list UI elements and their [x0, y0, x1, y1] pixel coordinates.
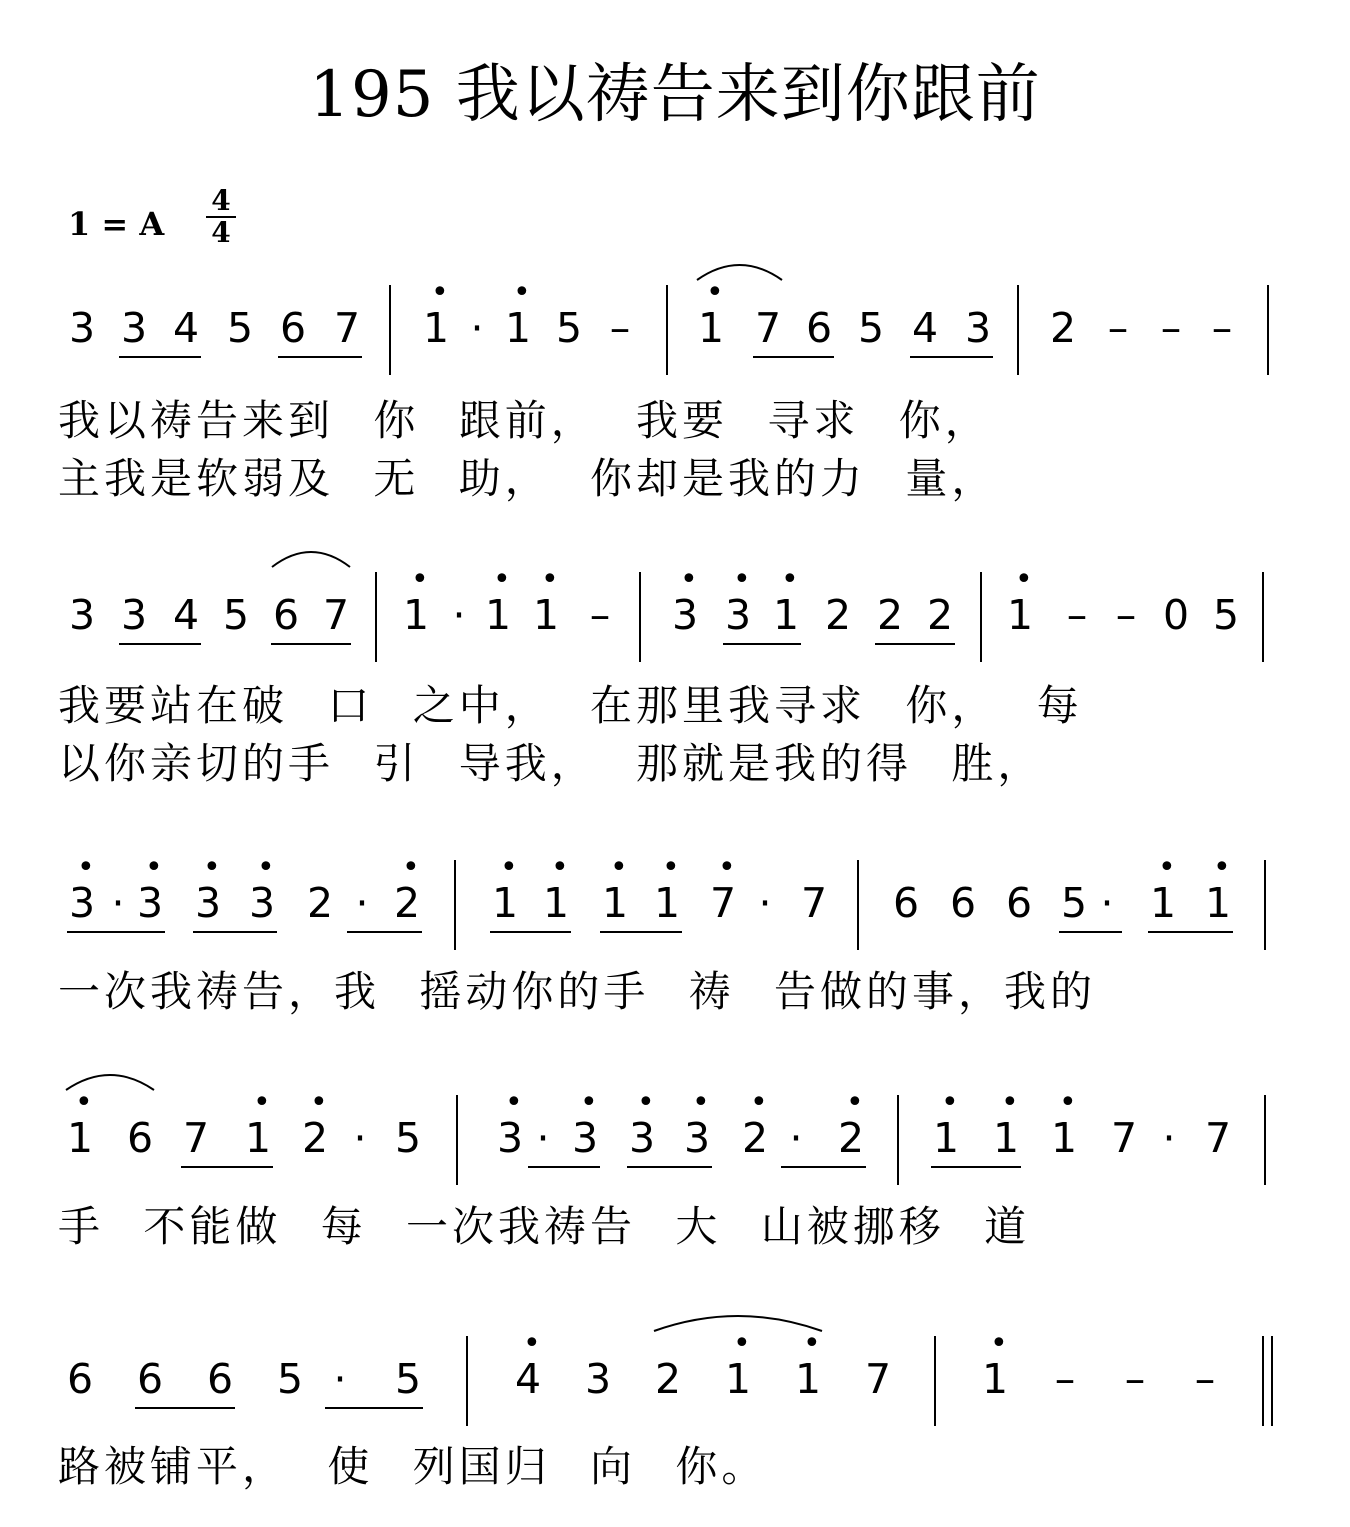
octave-dot: • [750, 1085, 768, 1120]
note-number: 1 [484, 591, 512, 639]
octave-dot: • [733, 1326, 751, 1361]
octave-dot: • [706, 275, 724, 310]
octave-dot: • [1213, 850, 1231, 885]
sustain-dash: – [1211, 304, 1233, 352]
note-number: 1 [992, 1114, 1020, 1162]
dotted-rhythm: · [470, 304, 484, 352]
note-number: 1 [491, 879, 519, 927]
dotted-rhythm: · [333, 1355, 347, 1403]
lyric-line: 我要站在破 口 之中， 在那里我寻求 你， 每 [58, 681, 1083, 730]
octave-dot: • [990, 1326, 1008, 1361]
note-number: 2 [654, 1355, 682, 1403]
note-number: 6 [136, 1355, 164, 1403]
lyric-line: 我以祷告来到 你 跟前， 我要 寻求 你， [58, 396, 991, 445]
note-number: 2 [393, 879, 421, 927]
song-title: 195 我以祷告来到你跟前 [309, 58, 1041, 132]
note-number: 1 [1006, 591, 1034, 639]
note-number: 2 [306, 879, 334, 927]
note-number: 1 [697, 304, 725, 352]
note-number: 7 [1204, 1114, 1232, 1162]
note-number: 7 [754, 304, 782, 352]
note-number: 1 [1050, 1114, 1078, 1162]
note-number: 2 [876, 591, 904, 639]
octave-dot: • [680, 562, 698, 597]
note-number: 3 [248, 879, 276, 927]
octave-dot: • [203, 850, 221, 885]
note-number: 2 [301, 1114, 329, 1162]
time-signature-top: 4 [211, 184, 231, 217]
octave-dot: • [310, 1085, 328, 1120]
octave-dot: • [431, 275, 449, 310]
note-number: 0 [1162, 591, 1190, 639]
note-number: 3 [584, 1355, 612, 1403]
octave-dot: • [718, 850, 736, 885]
octave-dot: • [77, 850, 95, 885]
note-number: 4 [514, 1355, 542, 1403]
note-number: 4 [911, 304, 939, 352]
note-number: 3 [571, 1114, 599, 1162]
note-number: 5 [394, 1355, 422, 1403]
note-number: 3 [120, 304, 148, 352]
note-number: 3 [136, 879, 164, 927]
note-number: 6 [126, 1114, 154, 1162]
note-number: 2 [837, 1114, 865, 1162]
note-number: 5 [226, 304, 254, 352]
note-number: 5 [276, 1355, 304, 1403]
octave-dot: • [493, 562, 511, 597]
dotted-rhythm: · [111, 879, 125, 927]
note-number: 2 [741, 1114, 769, 1162]
note-number: 1 [1149, 879, 1177, 927]
octave-dot: • [692, 1085, 710, 1120]
note-number: 3 [683, 1114, 711, 1162]
lyric-line: 以你亲切的手 引 导我， 那就是我的得 胜， [58, 739, 1044, 788]
note-number: 1 [794, 1355, 822, 1403]
lyric-line: 路被铺平， 使 列国归 向 你。 [58, 1442, 768, 1491]
octave-dot: • [551, 850, 569, 885]
octave-dot: • [253, 1085, 271, 1120]
note-number: 1 [653, 879, 681, 927]
sustain-dash: – [1194, 1355, 1216, 1403]
note-number: 6 [272, 591, 300, 639]
note-number: 1 [772, 591, 800, 639]
dotted-rhythm: · [758, 879, 772, 927]
note-number: 1 [1204, 879, 1232, 927]
note-number: 1 [422, 304, 450, 352]
sustain-dash: – [1115, 591, 1137, 639]
sustain-dash: – [1160, 304, 1182, 352]
note-number: 1 [402, 591, 430, 639]
octave-dot: • [580, 1085, 598, 1120]
octave-dot: • [145, 850, 163, 885]
note-number: 5 [222, 591, 250, 639]
note-number: 3 [194, 879, 222, 927]
dotted-rhythm: · [536, 1114, 550, 1162]
note-number: 6 [66, 1355, 94, 1403]
note-number: 7 [864, 1355, 892, 1403]
lyric-line: 手 不能做 每 一次我祷告 大 山被挪移 道 [58, 1202, 1031, 1251]
note-number: 1 [66, 1114, 94, 1162]
slur [272, 552, 350, 567]
octave-dot: • [500, 850, 518, 885]
note-number: 1 [244, 1114, 272, 1162]
dotted-rhythm: · [789, 1114, 803, 1162]
note-number: 1 [504, 304, 532, 352]
octave-dot: • [1059, 1085, 1077, 1120]
sustain-dash: – [1054, 1355, 1076, 1403]
octave-dot: • [1001, 1085, 1019, 1120]
octave-dot: • [846, 1085, 864, 1120]
octave-dot: • [733, 562, 751, 597]
octave-dot: • [505, 1085, 523, 1120]
note-number: 7 [182, 1114, 210, 1162]
note-number: 6 [1005, 879, 1033, 927]
note-number: 6 [949, 879, 977, 927]
note-number: 3 [964, 304, 992, 352]
note-number: 2 [824, 591, 852, 639]
octave-dot: • [803, 1326, 821, 1361]
dotted-rhythm: · [353, 1114, 367, 1162]
note-number: 1 [724, 1355, 752, 1403]
note-number: 4 [172, 591, 200, 639]
octave-dot: • [941, 1085, 959, 1120]
octave-dot: • [523, 1326, 541, 1361]
note-number: 2 [1049, 304, 1077, 352]
dotted-rhythm: · [1100, 879, 1114, 927]
octave-dot: • [541, 562, 559, 597]
note-number: 1 [542, 879, 570, 927]
note-number: 1 [601, 879, 629, 927]
sustain-dash: – [589, 591, 611, 639]
note-number: 6 [279, 304, 307, 352]
note-number: 5 [1212, 591, 1240, 639]
note-number: 4 [172, 304, 200, 352]
note-number: 7 [1110, 1114, 1138, 1162]
note-number: 2 [926, 591, 954, 639]
note-number: 5 [1060, 879, 1088, 927]
key-signature: 1 = A [68, 205, 165, 243]
note-number: 6 [892, 879, 920, 927]
note-number: 3 [671, 591, 699, 639]
note-number: 1 [532, 591, 560, 639]
note-number: 3 [120, 591, 148, 639]
note-number: 1 [981, 1355, 1009, 1403]
sustain-dash: – [609, 304, 631, 352]
octave-dot: • [513, 275, 531, 310]
octave-dot: • [1158, 850, 1176, 885]
lyric-line: 一次我祷告，我 摇动你的手 祷 告做的事，我的 [58, 967, 1097, 1016]
octave-dot: • [1015, 562, 1033, 597]
dotted-rhythm: · [1162, 1114, 1176, 1162]
note-number: 5 [394, 1114, 422, 1162]
octave-dot: • [637, 1085, 655, 1120]
octave-dot: • [411, 562, 429, 597]
note-number: 3 [724, 591, 752, 639]
octave-dot: • [257, 850, 275, 885]
dotted-rhythm: · [452, 591, 466, 639]
note-number: 3 [68, 591, 96, 639]
note-number: 3 [496, 1114, 524, 1162]
octave-dot: • [75, 1085, 93, 1120]
dotted-rhythm: · [355, 879, 369, 927]
note-number: 7 [322, 591, 350, 639]
note-number: 3 [68, 304, 96, 352]
sustain-dash: – [1107, 304, 1129, 352]
lyric-line: 主我是软弱及 无 助， 你却是我的力 量， [58, 454, 998, 503]
note-number: 7 [709, 879, 737, 927]
note-number: 3 [628, 1114, 656, 1162]
note-number: 6 [206, 1355, 234, 1403]
octave-dot: • [610, 850, 628, 885]
note-number: 5 [857, 304, 885, 352]
note-number: 7 [800, 879, 828, 927]
time-signature-bottom: 4 [206, 216, 236, 248]
note-number: 1 [932, 1114, 960, 1162]
note-number: 7 [333, 304, 361, 352]
octave-dot: • [781, 562, 799, 597]
sustain-dash: – [1066, 591, 1088, 639]
note-number: 3 [68, 879, 96, 927]
note-number: 5 [555, 304, 583, 352]
sustain-dash: – [1124, 1355, 1146, 1403]
octave-dot: • [662, 850, 680, 885]
note-number: 6 [805, 304, 833, 352]
octave-dot: • [402, 850, 420, 885]
